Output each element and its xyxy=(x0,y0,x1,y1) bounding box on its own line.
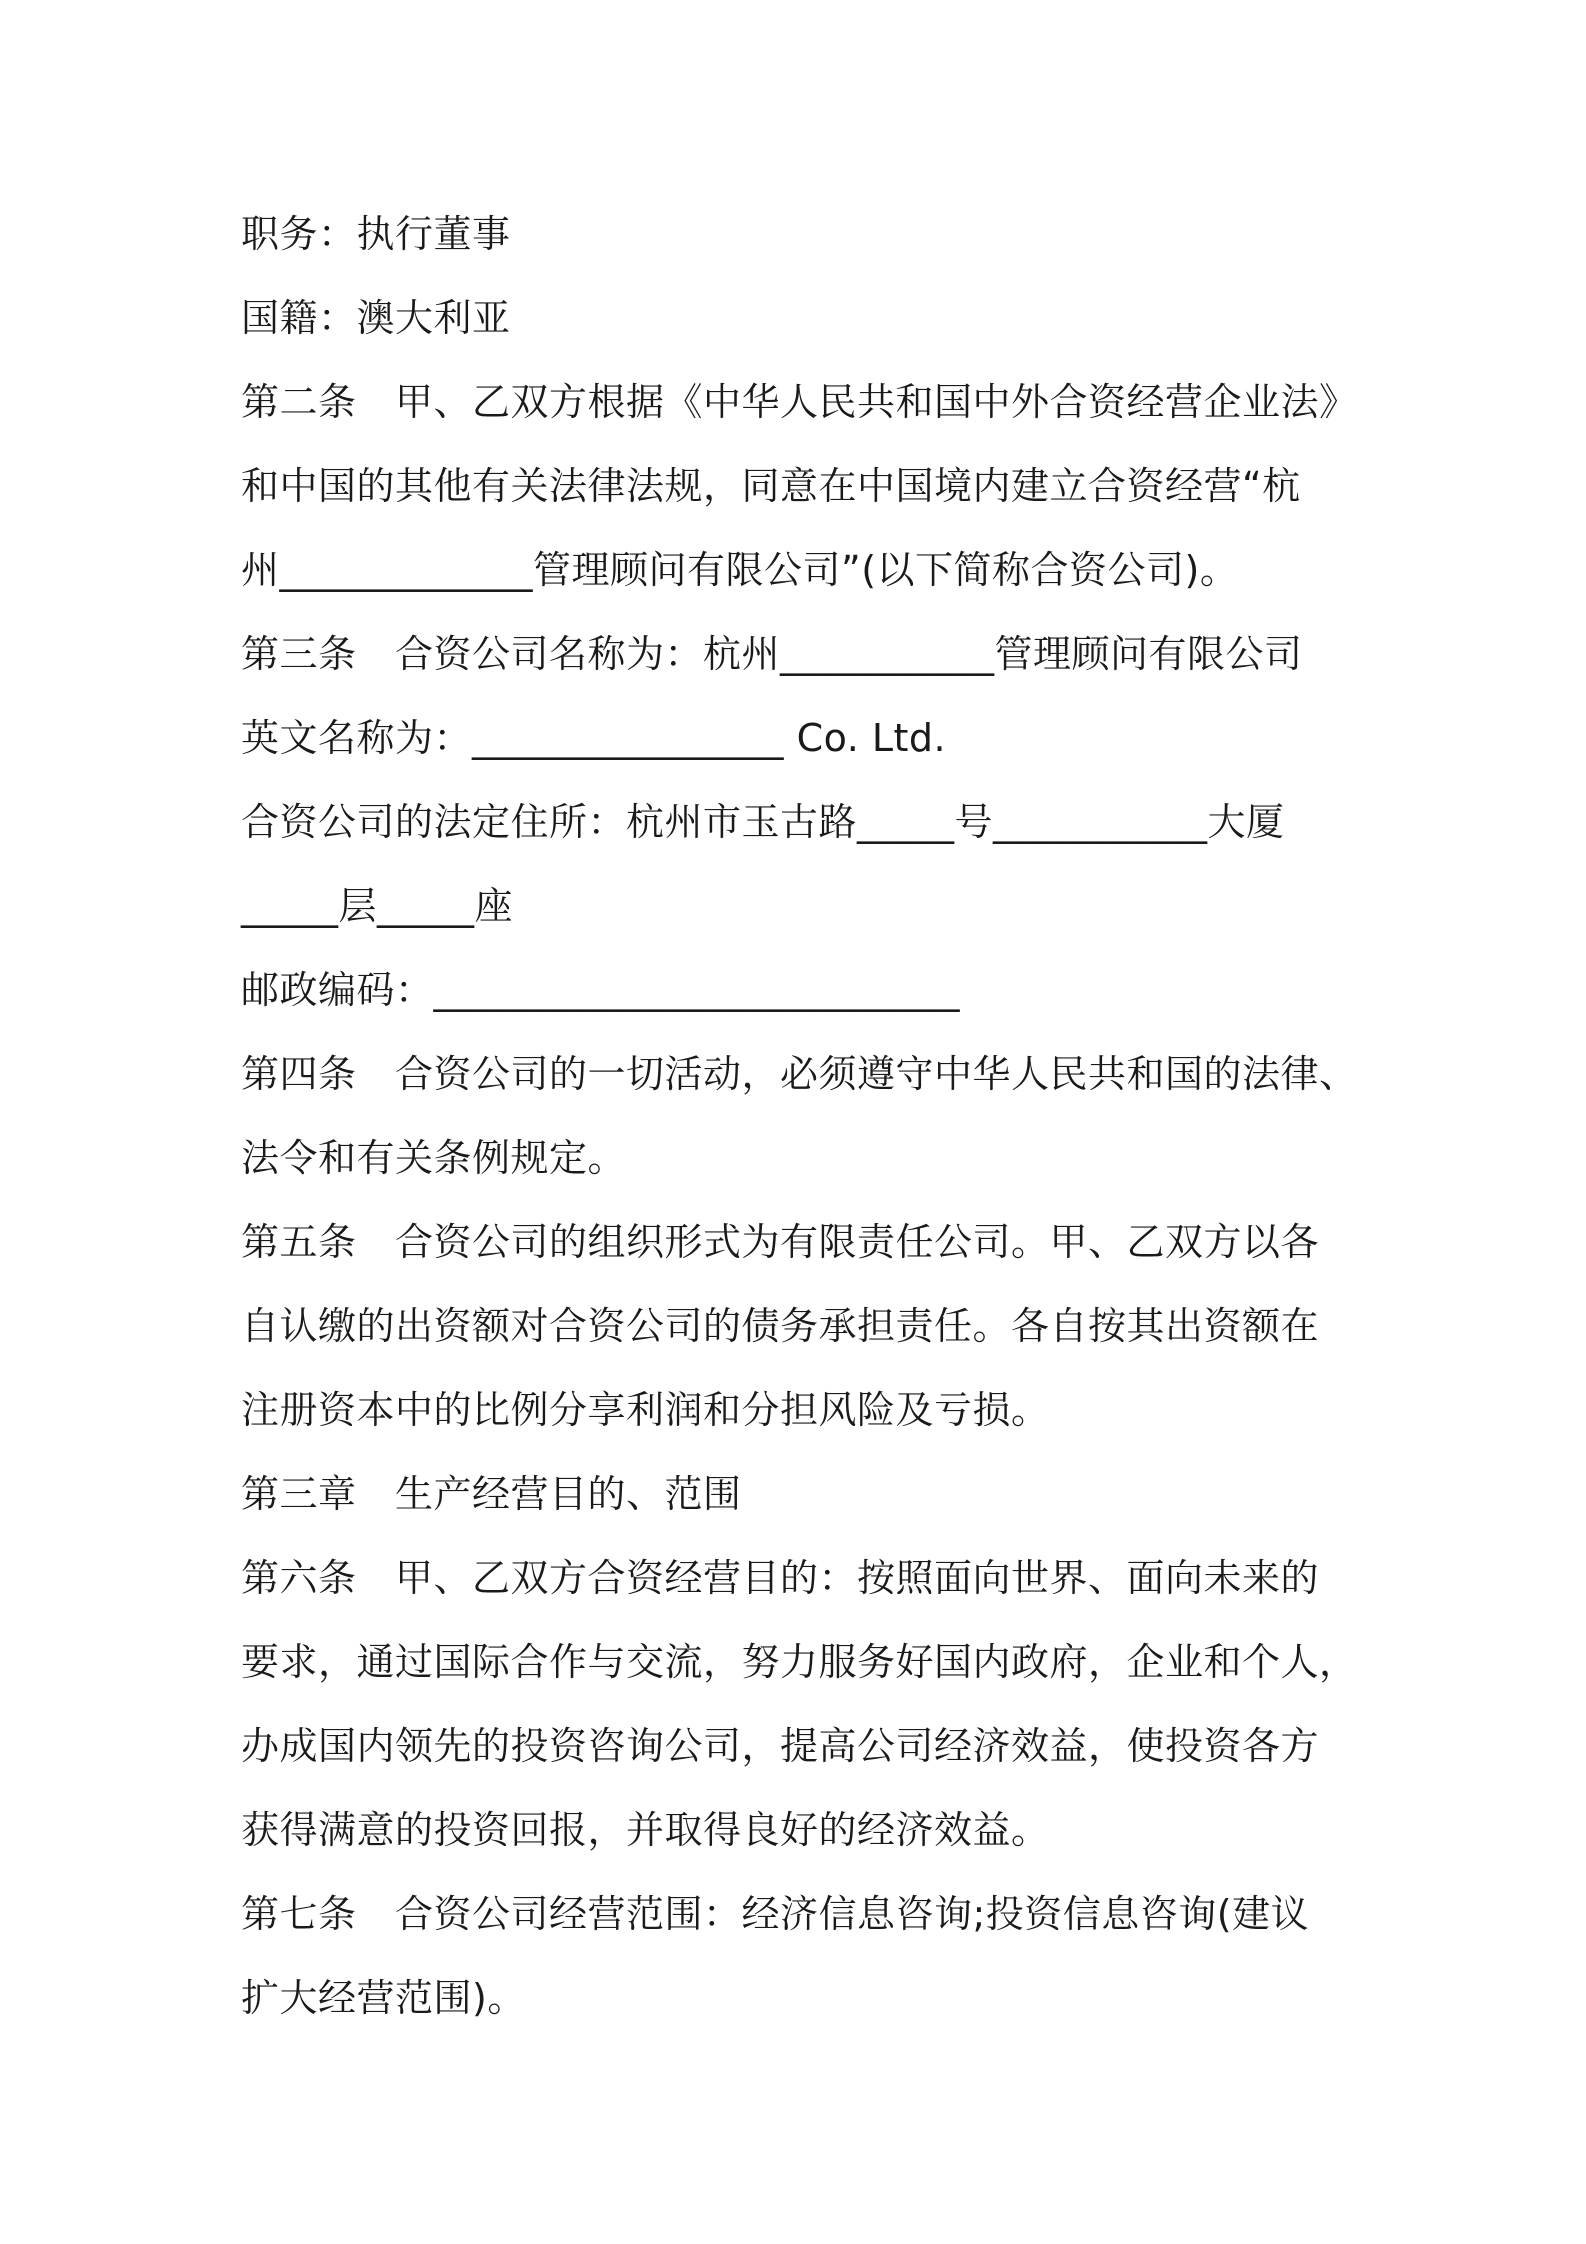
article-4-line-2: 法令和有关条例规定。 xyxy=(241,1136,627,1180)
article-2-line-1: 第二条 甲、乙双方根据《中华人民共和国中外合资经营企业法》 xyxy=(241,380,1358,424)
article-5-line-2: 自认缴的出资额对合资公司的债务承担责任。各自按其出资额在 xyxy=(241,1304,1320,1348)
article-3-line-1: 第三条 合资公司名称为：杭州___________管理顾问有限公司 xyxy=(241,632,1303,676)
english-name-line: 英文名称为：________________ Co. Ltd. xyxy=(241,716,947,760)
nationality-line: 国籍：澳大利亚 xyxy=(241,296,511,340)
document-body xyxy=(241,192,1381,2040)
article-5-line-1: 第五条 合资公司的组织形式为有限责任公司。甲、乙双方以各 xyxy=(241,1220,1320,1264)
postal-code-line: 邮政编码：___________________________ xyxy=(241,968,961,1012)
address-line-1: 合资公司的法定住所：杭州市玉古路_____号___________大厦 xyxy=(241,800,1285,844)
article-7-line-2: 扩大经营范围)。 xyxy=(241,1976,526,2020)
article-5-line-3: 注册资本中的比例分享利润和分担风险及亏损。 xyxy=(241,1388,1050,1432)
article-7-line-1: 第七条 合资公司经营范围：经济信息咨询;投资信息咨询(建议 xyxy=(241,1892,1310,1936)
article-6-line-3: 办成国内领先的投资咨询公司，提高公司经济效益，使投资各方 xyxy=(241,1724,1320,1768)
position-line: 职务：执行董事 xyxy=(241,212,511,256)
article-6-line-1: 第六条 甲、乙双方合资经营目的：按照面向世界、面向未来的 xyxy=(241,1556,1320,1600)
address-line-2: _____层_____座 xyxy=(241,884,514,928)
article-4-line-1: 第四条 合资公司的一切活动，必须遵守中华人民共和国的法律、 xyxy=(241,1052,1358,1096)
article-2-line-2: 和中国的其他有关法律法规，同意在中国境内建立合资经营“杭 xyxy=(241,464,1301,508)
chapter-3-heading: 第三章 生产经营目的、范围 xyxy=(241,1472,742,1516)
article-6-line-2: 要求，通过国际合作与交流，努力服务好国内政府，企业和个人， xyxy=(241,1640,1358,1684)
article-2-line-3: 州_____________管理顾问有限公司”(以下简称合资公司)。 xyxy=(241,548,1239,592)
article-6-line-4: 获得满意的投资回报，并取得良好的经济效益。 xyxy=(241,1808,1050,1852)
